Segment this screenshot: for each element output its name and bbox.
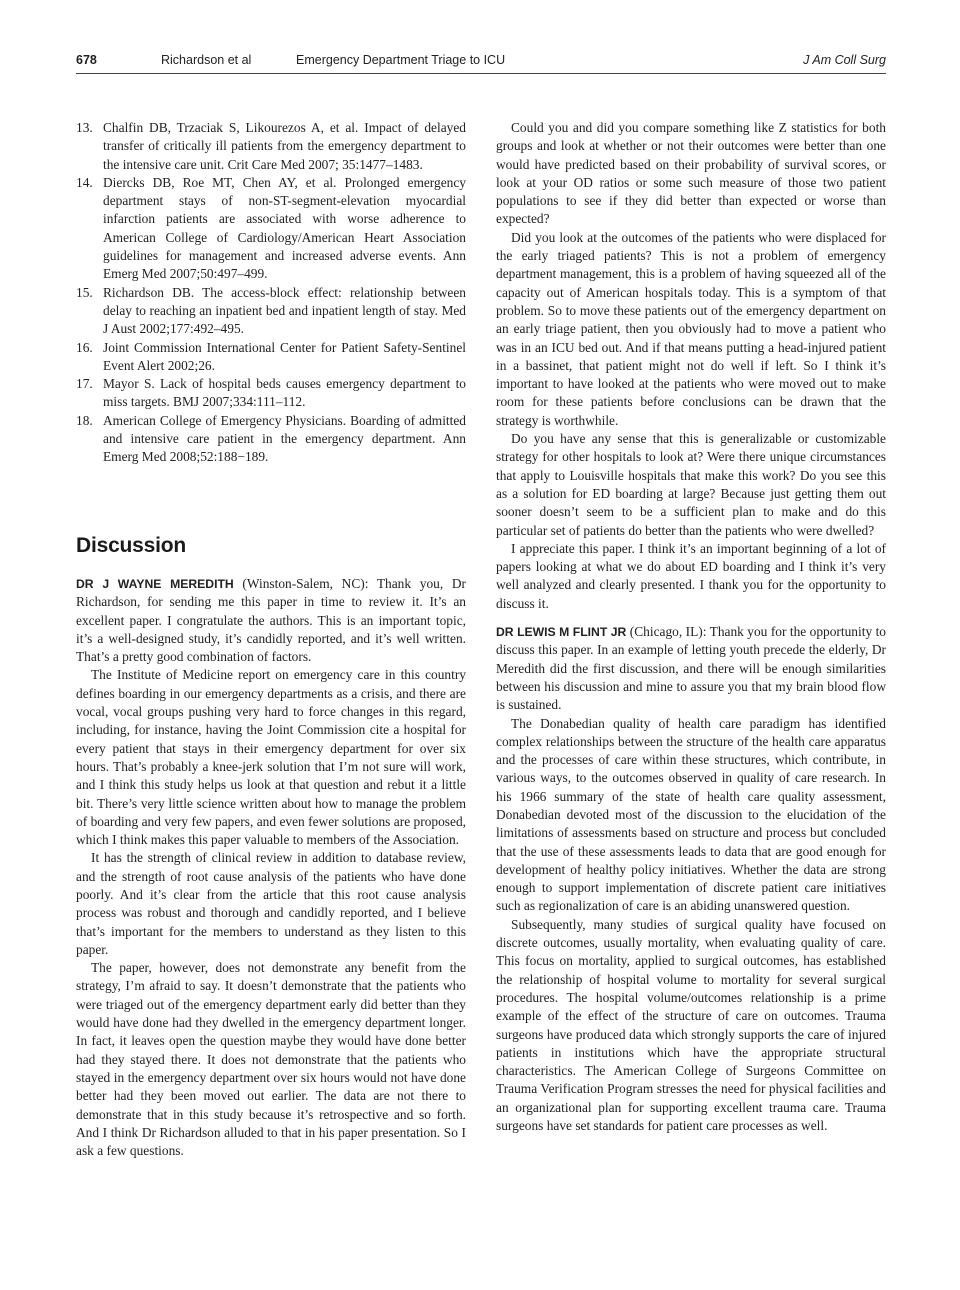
reference-text: Richardson DB. The access-block effect: relationship between delay to reaching an inpatient bed and inpatient length of stay. Med J Aust 2002;177:492–495. [103,284,466,337]
reference-number: 17. [76,376,93,392]
running-title: Emergency Department Triage to ICU [296,53,506,67]
meredith-paragraph-1 [76,575,466,666]
discussion-heading: Discussion [76,533,187,557]
journal-name: J Am Coll Surg [803,53,886,67]
meredith-paragraph-4: The paper, however, does not demonstrate any benefit from the strategy, I’m afraid to say. It doesn’t demonstrate that the patients who were triaged out of the emergency department early did better than they would have done had they dwelled in the emergency department longer. In fact, it leaves open the question maybe they would have done better had they stayed there. It does not demonstrate that the patients who stayed in the emergency department over six hours would not have done better had they been moved out earlier. The data are not there to demonstrate that in this study because it’s retrospective and so forth. And I think Dr Richardson alluded to that in his paper presentation. So I ask a few questions. [76,960,466,1159]
reference-number: 18. [76,412,93,428]
reference-number: 16. [76,339,93,355]
meredith-paragraph-7: Do you have any sense that this is generalizable or customizable strategy for other hospitals to look at? Were there unique circumstances that apply to Louisville hospitals that make this work? Do you see this as a solution for ED boarding at large? Because just getting them out sooner doesn’t seem to be a sufficient plan to make and do this particular set of patients do better than the patients who were dwelled? [496,431,886,538]
reference-item [76,412,466,467]
reference-item [76,119,466,174]
running-authors: Richardson et al [161,53,252,67]
reference-text: Chalfin DB, Trzaciak S, Likourezos A, et al. Impact of delayed transfer of critically ill patients from the emergency department to the intensive care unit. Crit Care Med 2007; 35:1477–1483. [103,120,466,172]
meredith-paragraph-6: Did you look at the outcomes of the patients who were displaced for the early triaged patients? This is not a problem of emergency department management, this is a problem of having squeezed all of the capacity out of American hospitals today. This is a symptom of that problem. So to move these patients out of the emergency department on an early triage patient, then you obviously had to move a patient who was in an ICU bed out. And if that means putting a head-injured patient in a bassinet, that patient might not do well if left. So I think it’s important to have looked at the patients who were moved out to make room for these patients before conclusions can be drawn that the strategy is worthwhile. [496,229,886,428]
speaker-name: DR J WAYNE MEREDITH [76,576,234,591]
reference-number: 14. [76,174,93,190]
reference-item [76,375,466,412]
reference-item [76,284,466,339]
reference-item [76,174,466,284]
paragraph-text: (Chicago, IL): Thank you for the opportunity to discuss this paper. In an example of letting youth precede the elderly, Dr Meredith did the first discussion, and there will be enough similarities between his discussion and mine to assure you that my brain blood flow is sustained. [496,624,886,713]
flint-paragraph-2: The Donabedian quality of health care paradigm has identified complex relationships between the structure of the health care apparatus and the processes of care within these structures, which contribute, in various ways, to the outcomes observed in quality of care research. In his 1966 summary of the state of health care quality assessment, Donabedian devoted most of the discussion to the elucidation of the limitations of assessments based on structure and process but concluded that the use of these assessments leads to data that are good enough for development of healthy policy initiatives. Whether the data are strong enough to support implementation of discrete patient care initiatives such as regionalization of care is an abiding unanswered question. [496,715,886,914]
speaker-name: DR LEWIS M FLINT JR [496,625,627,640]
reference-text: Joint Commission International Center for Patient Safety-Sentinel Event Alert 2002;26. [103,339,466,373]
meredith-paragraph-2: The Institute of Medicine report on emergency care in this country defines boarding in our emergency departments as a crisis, and there are vocal, vocal groups pushing very hard to force changes in this regard, including, for instance, having the Joint Commission cite a hospital for every patient that stays in their emergency department for over six hours. That’s probably a knee-jerk solution that I’m not sure will work, and I think this study helps us look at that question and rebut it a little bit. There’s very little science written about how to manage the problem of boarding and very few papers, and even fewer solutions are proposed, which I think makes this paper valuable to members of the Association. [76,667,466,848]
reference-number: 15. [76,284,93,300]
left-column [76,119,466,1160]
running-header [76,53,886,71]
header-rule [76,73,886,74]
flint-paragraph-3: Subsequently, many studies of surgical quality have focused on discrete outcomes, usually mortality, when evaluating quality of care. This focus on mortality, applied to surgical outcomes, has established the relationship of hospital volume to mortality for several surgical procedures. The hospital volume/outcomes relationship is a prime example of the effect of the structure of care on outcomes. Trauma surgeons have produced data which strongly supports the care of injured patients in institutions which have the appropriate structural characteristics. The American College of Surgeons Committee on Trauma Verification Program stresses the need for physical facilities and an organizational plan for supporting excellent trauma care. Trauma surgeons have set standards for patient care processes as well. [496,916,886,1134]
meredith-paragraph-8: I appreciate this paper. I think it’s an important beginning of a lot of papers looking at what we do about ED boarding and I think it’s very well analyzed and clearly presented. I thank you for the opportunity to discuss it. [496,540,886,611]
meredith-paragraph-3: It has the strength of clinical review in addition to database review, and the strength of root cause analysis of the patients who have done poorly. And it’s clear from the article that this root cause analysis process was robust and thorough and candidly reported, and I believe that’s important for the members to understand as they listen to this paper. [76,850,466,957]
page-number: 678 [76,53,97,67]
reference-text: Diercks DB, Roe MT, Chen AY, et al. Prolonged emergency department stays of non-ST-segment-elevation myocardial infarction patients are associated with worse adherence to American College of Cardiology/American Heart Association guidelines for management and increased adverse events. Ann Emerg Med 2007;50:497–499. [103,174,466,282]
reference-text: American College of Emergency Physicians. Boarding of admitted and intensive care patient in the emergency department. Ann Emerg Med 2008;52:188−189. [103,412,466,465]
reference-number: 13. [76,120,93,135]
reference-item [76,339,466,376]
reference-list [76,119,466,467]
reference-text: Mayor S. Lack of hospital beds causes emergency department to miss targets. BMJ 2007;334:111–112. [103,376,466,410]
right-column [496,119,886,1135]
meredith-paragraph-5: Could you and did you compare something like Z statistics for both groups and look at whether or not their outcomes were better than one would have predicted based on their probability of survival scores, or look at your OD ratios or some such measure of those two patient populations to see if they did better than expected or worse than expected? [496,120,886,227]
paragraph-text: (Winston-Salem, NC): Thank you, Dr Richardson, for sending me this paper in time to review it. It’s an excellent paper. I congratulate the authors. This is an important topic, it’s a well-designed study, it’s candidly reported, and it’s well written. That’s a pretty good combination of factors. [76,575,466,665]
flint-paragraph-1 [496,623,886,714]
